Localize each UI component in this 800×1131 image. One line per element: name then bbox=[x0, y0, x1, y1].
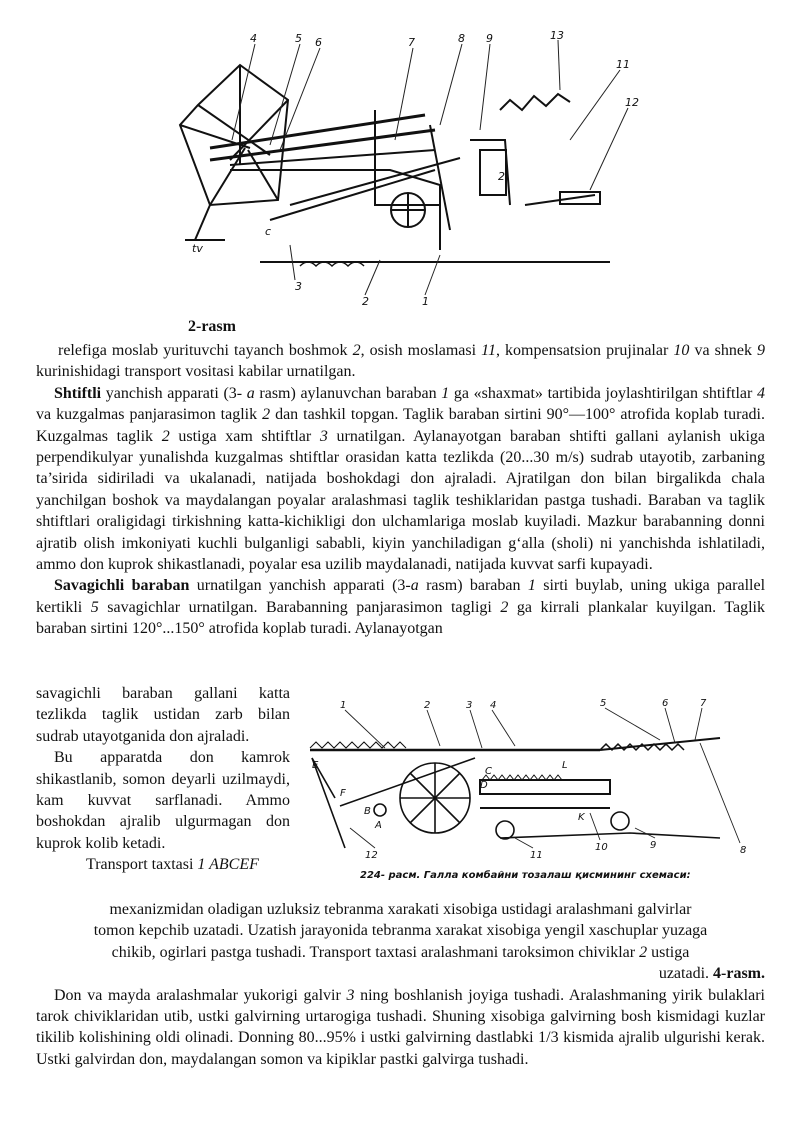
figure2-caption: 224- расм. Галла комбайни тозалаш қисмининг схемаси: bbox=[360, 870, 691, 881]
fig2-label: L bbox=[562, 760, 568, 771]
left-column-text bbox=[36, 683, 290, 876]
fig1-label: 5 bbox=[295, 32, 302, 45]
fig1-label: 4 bbox=[250, 32, 257, 45]
paragraph-3: Savagichli baraban urnatilgan yanchish apparati (3-a rasm) baraban 1 sirti buylab, uning ukiga parallel kertikli 5 savagichlar urnatilgan. Barabanning panjarasimon tagligi 2 ga kirrali plankalar kuyilgan. Taglik baraban sirtini 120°...150° atrofida koplab turadi. Aylanayotgan bbox=[36, 577, 766, 638]
fig1-label: 13 bbox=[550, 29, 564, 42]
bottom-line-3: chikib, ogirlari pastga tushadi. Transport taxtasi aralashmani taroksimon chiviklar 2 ustiga bbox=[111, 943, 690, 961]
fig1-label: tv bbox=[192, 242, 203, 255]
cleaning-system-diagram bbox=[300, 688, 770, 883]
fig1-label: 9 bbox=[486, 32, 493, 45]
body-text-bottom bbox=[36, 899, 765, 1070]
fig2-label: 8 bbox=[740, 845, 747, 856]
fig1-label: 12 bbox=[625, 96, 639, 109]
paragraph-final: Don va mayda aralashmalar yukorigi galvir 3 ning boshlanish joyiga tushadi. Aralashmaning yirik bulaklari tarok chiviklaridan utib, ustki galvirning urtarogiga tushadi. Shuning xisobiga galvirning bosh kismidagi kuzlar tikilib kolishining oldi olinadi. Donning 80...95% i ustki galvirning dastlabki 1/3 kismida ajralib ulgurishi kerak. Ustki galvirdan don, maydalangan somon va kipiklar pastki galvirga tushadi. bbox=[36, 986, 765, 1068]
fig2-label: 12 bbox=[365, 850, 378, 861]
fig2-label: F bbox=[340, 788, 346, 799]
fig2-label: E bbox=[312, 760, 319, 771]
fig1-label: 2 bbox=[498, 170, 505, 183]
figure1-caption: 2-rasm bbox=[188, 318, 236, 335]
fig2-label: 6 bbox=[662, 698, 669, 709]
fig1-label: 1 bbox=[422, 295, 429, 308]
bottom-line-2: tomon kepchib uzatadi. Uzatish jarayonida tebranma xarakat xisobiga yengil xaschuplar yuzaga bbox=[93, 922, 708, 940]
body-text-top bbox=[36, 340, 765, 640]
paragraph-1: relefiga moslab yurituvchi tayanch boshmok 2, osish moslamasi 11, kompensatsion prujinalar 10 va shnek 9 kurinishidagi transport vositasi kabilar urnatilgan. bbox=[36, 342, 766, 381]
fig2-label: K bbox=[578, 812, 585, 823]
bottom-line-1: mexanizmidan oladigan uzluksiz tebranma xarakati xisobiga ustidagi aralashmani galvirlar bbox=[109, 901, 692, 918]
fig1-label: 6 bbox=[315, 36, 322, 49]
fig2-label: 11 bbox=[530, 850, 543, 861]
bottom-line-4: uzatadi. 4-rasm. bbox=[658, 965, 765, 983]
fig2-label: A bbox=[375, 820, 382, 831]
fig2-label: C bbox=[485, 766, 492, 777]
combine-header-diagram bbox=[170, 29, 639, 315]
fig1-label: 3 bbox=[295, 280, 302, 293]
fig1-label: 2 bbox=[362, 295, 369, 308]
fig1-label: 8 bbox=[458, 32, 465, 45]
fig2-label: 9 bbox=[650, 840, 657, 851]
fig2-label: 2 bbox=[424, 700, 431, 711]
leftcol-para-1: savagichli baraban gallani katta tezlikda taglik ustidan zarb bilan sudrab utayotganida don ajraladi. bbox=[36, 685, 290, 745]
fig1-label: 11 bbox=[616, 58, 630, 71]
fig2-label: 10 bbox=[595, 842, 608, 853]
reel-frame bbox=[180, 65, 288, 205]
fig2-label: 4 bbox=[490, 700, 497, 711]
fig1-label: c bbox=[265, 225, 272, 238]
fig2-label: 5 bbox=[600, 698, 607, 709]
fig2-label: 7 bbox=[700, 698, 707, 709]
fig2-label: B bbox=[364, 806, 371, 817]
fig1-label: 7 bbox=[408, 36, 415, 49]
leftcol-para-3: Transport taxtasi 1 ABCEF bbox=[86, 856, 259, 874]
fig2-label: D bbox=[480, 780, 488, 791]
paragraph-2: Shtiftli yanchish apparati (3- a rasm) aylanuvchan baraban 1 ga «shaxmat» tartibida joylashtirilgan shtiftlar 4 va kuzgalmas panjarasimon taglik 2 dan tashkil topgan. Taglik baraban sirtini 90°—100° atrofida koplab turadi. Kuzgalmas taglik 2 ustiga xam shtiftlar 3 urnatilgan. Aylanayotgan baraban shtifti gallani aylanish ukiga perpendikulyar yunalishda kuzgalmas shtiftlar orasidan katta tezlikda (20...30 m/s) sudrab utayotib, zarbaning ta’sirida sidiriladi va ukalanadi, natijada boshokdagi don ajraladi. Ajratilgan don bilan birgalikda chala yanchilgan boshok va maydalangan poyalar aralashmasi taglik teshiklaridan pastga tushadi. Baraban va taglik shtiftlari oraligidagi tirkishning katta-kichikligi don ulchamlariga moslab kuyiladi. Mazkur barabanning donni ajratib olish imkoniyati kuchli bulganligi sababli, kiyin yanchiladigan g‘alla (sholi) ni yanchishda ishlatiladi, ammo don kuprok shikastlanadi, poyalar esa uzilib maydalanadi, natijada kuvvat sarfi kupayadi. bbox=[36, 384, 766, 574]
leftcol-para-2: Bu apparatda don kamrok shikastlanib, somon deyarli uzilmaydi, kam kuvvat sarflanadi. Ammo boshokdan ajralib ulgurmagan don kuprok kolib ketadi. bbox=[36, 749, 290, 852]
fig2-label: 3 bbox=[466, 700, 473, 711]
fig2-label: 1 bbox=[340, 700, 347, 711]
